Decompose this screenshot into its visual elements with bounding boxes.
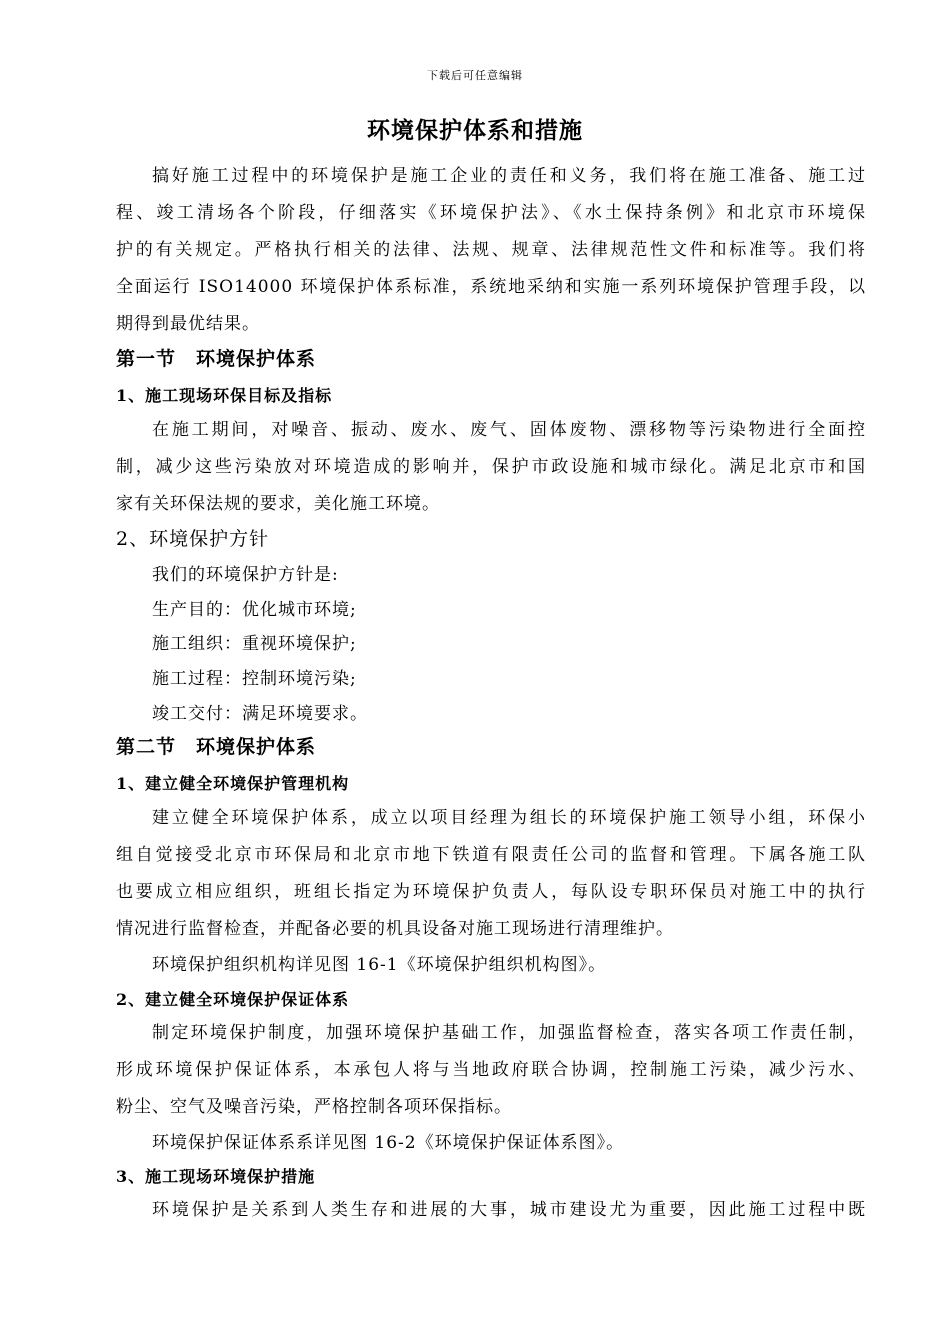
intro-line: 搞好施工过程中的环境保护是施工企业的责任和义务，我们将在施工准备、施工过 [152,166,866,186]
intro-line: 程、竣工清场各个阶段，仔细落实《环境保护法》、《水土保持条例》和北京市环境保 [116,203,866,223]
intro-line: 护的有关规定。严格执行相关的法律、法规、规章、法律规范性文件和标准等。我们将 [116,240,866,260]
subsection-heading: 1、建立健全环境保护管理机构 [116,774,350,793]
policy-line: 生产目的：优化城市环境; [152,600,357,620]
document-title: 环境保护体系和措施 [367,117,583,144]
body-line: 在施工期间，对噪音、振动、废水、废气、固体废物、漂移物等污染物进行全面控 [152,420,866,440]
intro-line: 全面运行 ISO14000 环境保护体系标准，系统地采纳和实施一系列环境保护管理手段，以 [116,277,866,297]
body-line: 制，减少这些污染放对环境造成的影响并，保护市政设施和城市绿化。满足北京市和国 [116,457,866,477]
page-header: 下载后可任意编辑 [427,69,523,82]
body-line: 情况进行监督检查，并配备必要的机具设备对施工现场进行清理维护。 [116,919,674,939]
policy-line: 我们的环境保护方针是: [152,565,339,585]
subsection-heading: 3、施工现场环境保护措施 [116,1167,316,1186]
body-line: 家有关环保法规的要求，美化施工环境。 [116,494,440,514]
policy-line: 竣工交付：满足环境要求。 [152,704,368,724]
section-heading: 第一节 环境保护体系 [116,348,317,370]
policy-line: 施工过程：控制环境污染; [152,669,357,689]
body-line: 粉尘、空气及噪音污染，严格控制各项环保指标。 [116,1097,512,1117]
body-line: 建立健全环境保护体系，成立以项目经理为组长的环境保护施工领导小组，环保小 [152,808,866,828]
subsection-heading: 2、环境保护方针 [116,528,270,550]
body-line: 形成环境保护保证体系，本承包人将与当地政府联合协调，控制施工污染，减少污水、 [116,1060,866,1080]
policy-line: 施工组织：重视环境保护; [152,634,357,654]
subsection-heading: 1、施工现场环保目标及指标 [116,386,333,405]
body-line: 环境保护是关系到人类生存和进展的大事，城市建设尤为重要，因此施工过程中既 [152,1200,866,1220]
subsection-heading: 2、建立健全环境保护保证体系 [116,990,350,1009]
section-heading: 第二节 环境保护体系 [116,736,317,758]
intro-line: 期得到最优结果。 [116,314,260,334]
body-line: 组自觉接受北京市环保局和北京市地下铁道有限责任公司的监督和管理。下属各施工队 [116,845,866,865]
figure-reference: 环境保护保证体系系详见图 16-2《环境保护保证体系图》。 [152,1133,625,1153]
figure-reference: 环境保护组织机构详见图 16-1《环境保护组织机构图》。 [152,955,607,975]
body-line: 制定环境保护制度，加强环境保护基础工作，加强监督检查，落实各项工作责任制， [152,1023,866,1043]
body-line: 也要成立相应组织，班组长指定为环境保护负责人，每队设专职环保员对施工中的执行 [116,882,866,902]
